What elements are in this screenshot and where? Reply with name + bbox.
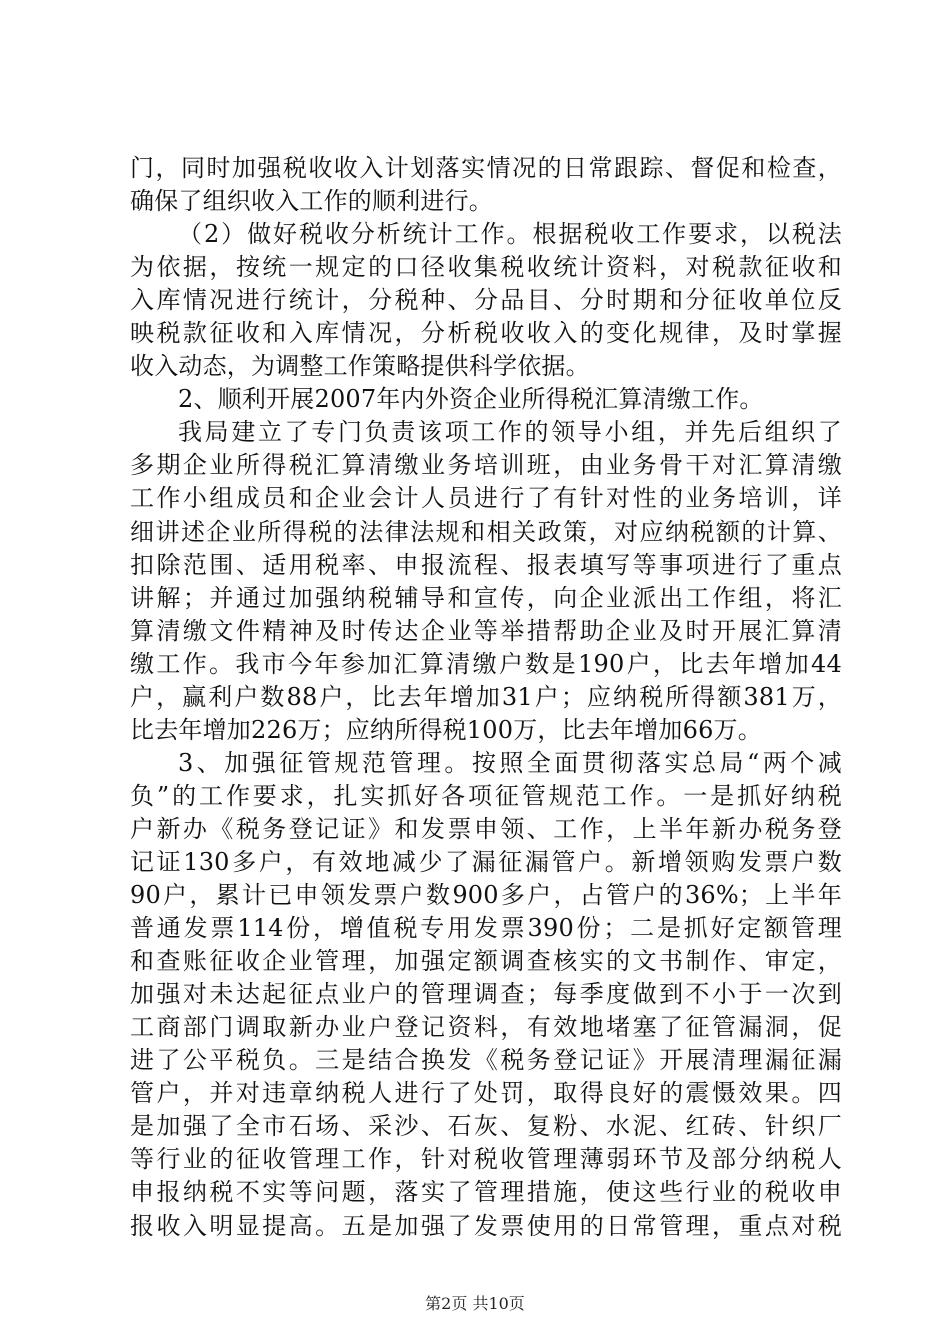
text-line: 普通发票114份，增值税专用发票390份；二是抓好定额管理 bbox=[130, 914, 842, 943]
text-line: 我局建立了专门负责该项工作的领导小组，并先后组织了 bbox=[178, 418, 842, 447]
text-line: 缴工作。我市今年参加汇算清缴户数是190户，比去年增加44 bbox=[130, 649, 842, 678]
text-line: 加强对未达起征点业户的管理调查；每季度做到不小于一次到 bbox=[130, 980, 842, 1009]
text-line: 管户，并对违章纳税人进行了处罚，取得良好的震慑效果。四 bbox=[130, 1079, 842, 1108]
text-line: 申报纳税不实等问题，落实了管理措施，使这些行业的税收申 bbox=[130, 1178, 842, 1207]
text-line: 比去年增加226万；应纳所得税100万，比去年增加66万。 bbox=[130, 715, 762, 744]
text-line: 收入动态，为调整工作策略提供科学依据。 bbox=[130, 352, 590, 381]
text-line: 门，同时加强税收收入计划落实情况的日常跟踪、督促和检查， bbox=[130, 154, 842, 182]
text-line: 算清缴文件精神及时传达企业等举措帮助企业及时开展汇算清 bbox=[130, 616, 842, 645]
text-line: 扣除范围、适用税率、申报流程、报表填写等事项进行了重点 bbox=[130, 550, 842, 579]
text-line: 工作小组成员和企业会计人员进行了有针对性的业务培训，详 bbox=[130, 484, 842, 513]
text-line: 多期企业所得税汇算清缴业务培训班，由业务骨干对汇算清缴 bbox=[130, 451, 842, 480]
text-line: 细讲述企业所得税的法律法规和相关政策，对应纳税额的计算、 bbox=[130, 517, 842, 546]
text-line: （2）做好税收分析统计工作。根据税收工作要求，以税法 bbox=[178, 220, 842, 249]
text-line: 记证130多户，有效地减少了漏征漏管户。新增领购发票户数 bbox=[130, 847, 842, 876]
text-line: 入库情况进行统计，分税种、分品目、分时期和分征收单位反 bbox=[130, 286, 842, 315]
text-line: 户，赢利户数88户，比去年增加31户；应纳税所得额381万， bbox=[130, 682, 842, 711]
text-line: 等行业的征收管理工作，针对税收管理薄弱环节及部分纳税人 bbox=[130, 1145, 842, 1174]
text-line: 讲解；并通过加强纳税辅导和宣传，向企业派出工作组，将汇 bbox=[130, 583, 842, 612]
text-line: 是加强了全市石场、采沙、石灰、复粉、水泥、红砖、针织厂 bbox=[130, 1112, 842, 1141]
text-line: 确保了组织收入工作的顺利进行。 bbox=[130, 187, 493, 216]
text-line: 报收入明显提高。五是加强了发票使用的日常管理，重点对税 bbox=[130, 1211, 842, 1240]
text-line: 3、加强征管规范管理。按照全面贯彻落实总局“两个减 bbox=[178, 748, 842, 777]
text-line: 负”的工作要求，扎实抓好各项征管规范工作。一是抓好纳税 bbox=[130, 781, 842, 810]
text-line: 工商部门调取新办业户登记资料，有效地堵塞了征管漏洞，促 bbox=[130, 1013, 842, 1042]
text-line: 户新办《税务登记证》和发票申领、工作，上半年新办税务登 bbox=[130, 814, 842, 843]
page-number-footer: 第2页 共10页 bbox=[425, 1294, 525, 1313]
document-body bbox=[130, 152, 842, 1243]
text-line: 映税款征收和入库情况，分析税收收入的变化规律，及时掌握 bbox=[130, 319, 842, 348]
text-line: 90户，累计已申领发票户数900多户，占管户的36%；上半年 bbox=[130, 881, 842, 910]
text-line: 为依据，按统一规定的口径收集税收统计资料，对税款征收和 bbox=[130, 253, 842, 282]
text-line: 2、顺利开展2007年内外资企业所得税汇算清缴工作。 bbox=[178, 385, 764, 414]
text-line: 和查账征收企业管理，加强定额调查核实的文书制作、审定， bbox=[130, 947, 842, 976]
text-line: 进了公平税负。三是结合换发《税务登记证》开展清理漏征漏 bbox=[130, 1046, 842, 1075]
